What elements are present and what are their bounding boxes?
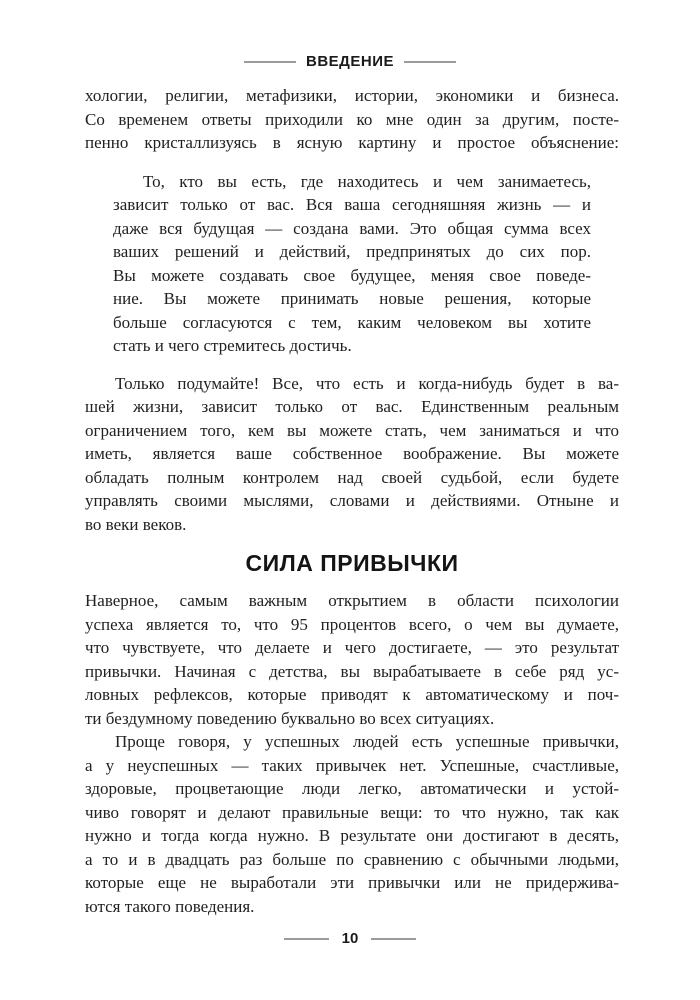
quote-block <box>113 170 591 358</box>
footer-rule-right <box>371 938 416 940</box>
text-line: во веки веков. <box>85 514 187 534</box>
text-line: привычки. Начиная с детства, вы вырабатываете в себе ряд ус- <box>85 661 619 681</box>
header-rule-left <box>244 61 296 63</box>
text-line: шей жизни, зависит только от вас. Единственным реальным <box>85 397 619 416</box>
text-line: здоровые, процветающие люди легко, автоматически и устой- <box>85 779 619 798</box>
text-line: обладать полным контролем над своей судьбой, если будете <box>85 467 619 487</box>
text-line: больше согласуются с тем, каким человеком вы хотите <box>113 312 591 332</box>
text-line: нужно и тогда когда нужно. В результате они достигают в десять, <box>85 826 619 845</box>
text-line: ловных рефлексов, которые приводят к автоматическому и поч- <box>85 685 619 704</box>
paragraph-think <box>85 372 619 537</box>
text-line: пенно кристаллизуясь в ясную картину и простое объяснение: <box>85 133 619 152</box>
text-line: даже вся будущая — создана вами. Это общая сумма всех <box>113 218 591 238</box>
text-line: которые еще не выработали эти привычки или не придержива- <box>85 873 619 892</box>
paragraph-habit-1 <box>85 589 619 730</box>
text-line: ние. Вы можете принимать новые решения, которые <box>113 289 591 308</box>
header-rule-right <box>404 61 456 63</box>
text-column <box>85 84 619 918</box>
text-line: ти бездумному поведению буквально во всех ситуациях. <box>85 708 495 728</box>
chapter-title: ВВЕДЕНИЕ <box>306 53 394 70</box>
text-line: ваших решений и действий, предпринятых до сих пор. <box>113 242 591 261</box>
paragraph-intro <box>85 84 619 155</box>
text-line: хологии, религии, метафизики, истории, экономики и бизнеса. <box>85 86 619 105</box>
text-line: а у неуспешных — таких привычек нет. Успешные, счастливые, <box>85 755 619 775</box>
text-line: ограничением того, кем вы можете стать, чем заниматься и что <box>85 420 619 440</box>
text-line: управлять своими мыслями, словами и действиями. Отныне и <box>85 491 619 510</box>
text-line: Со временем ответы приходили ко мне один за другим, посте- <box>85 109 619 129</box>
text-line: Только подумайте! Все, что есть и когда-нибудь будет в ва- <box>115 373 619 393</box>
page-footer <box>0 930 700 947</box>
text-line: что чувствуете, что делаете и чего достигаете, — это результат <box>85 638 619 657</box>
text-line: стать и чего стремитесь достичь. <box>113 336 352 355</box>
text-line: иметь, является ваше собственное воображение. Вы можете <box>85 444 619 463</box>
text-line: Наверное, самым важным открытием в области психологии <box>85 591 619 610</box>
text-line: чиво говорят и делают правильные вещи: то что нужно, так как <box>85 802 619 822</box>
text-line: Вы можете создавать свое будущее, меняя свое поведе- <box>113 265 591 285</box>
text-line: То, кто вы есть, где находитесь и чем занимаетесь, <box>143 171 591 191</box>
text-line: ются такого поведения. <box>85 896 255 916</box>
footer-rule-left <box>284 938 329 940</box>
section-heading: СИЛА ПРИВЫЧКИ <box>245 550 459 576</box>
paragraph-habit-2 <box>85 730 619 918</box>
text-line: Проще говоря, у успешных людей есть успешные привычки, <box>115 732 619 751</box>
text-line: успеха является то, что 95 процентов всего, о чем вы думаете, <box>85 614 619 634</box>
page-number: 10 <box>341 930 359 947</box>
text-line: зависит только от вас. Вся ваша сегодняшняя жизнь — и <box>113 195 591 214</box>
text-line: а то и в двадцать раз больше по сравнению с обычными людьми, <box>85 849 619 869</box>
running-head <box>0 53 700 70</box>
